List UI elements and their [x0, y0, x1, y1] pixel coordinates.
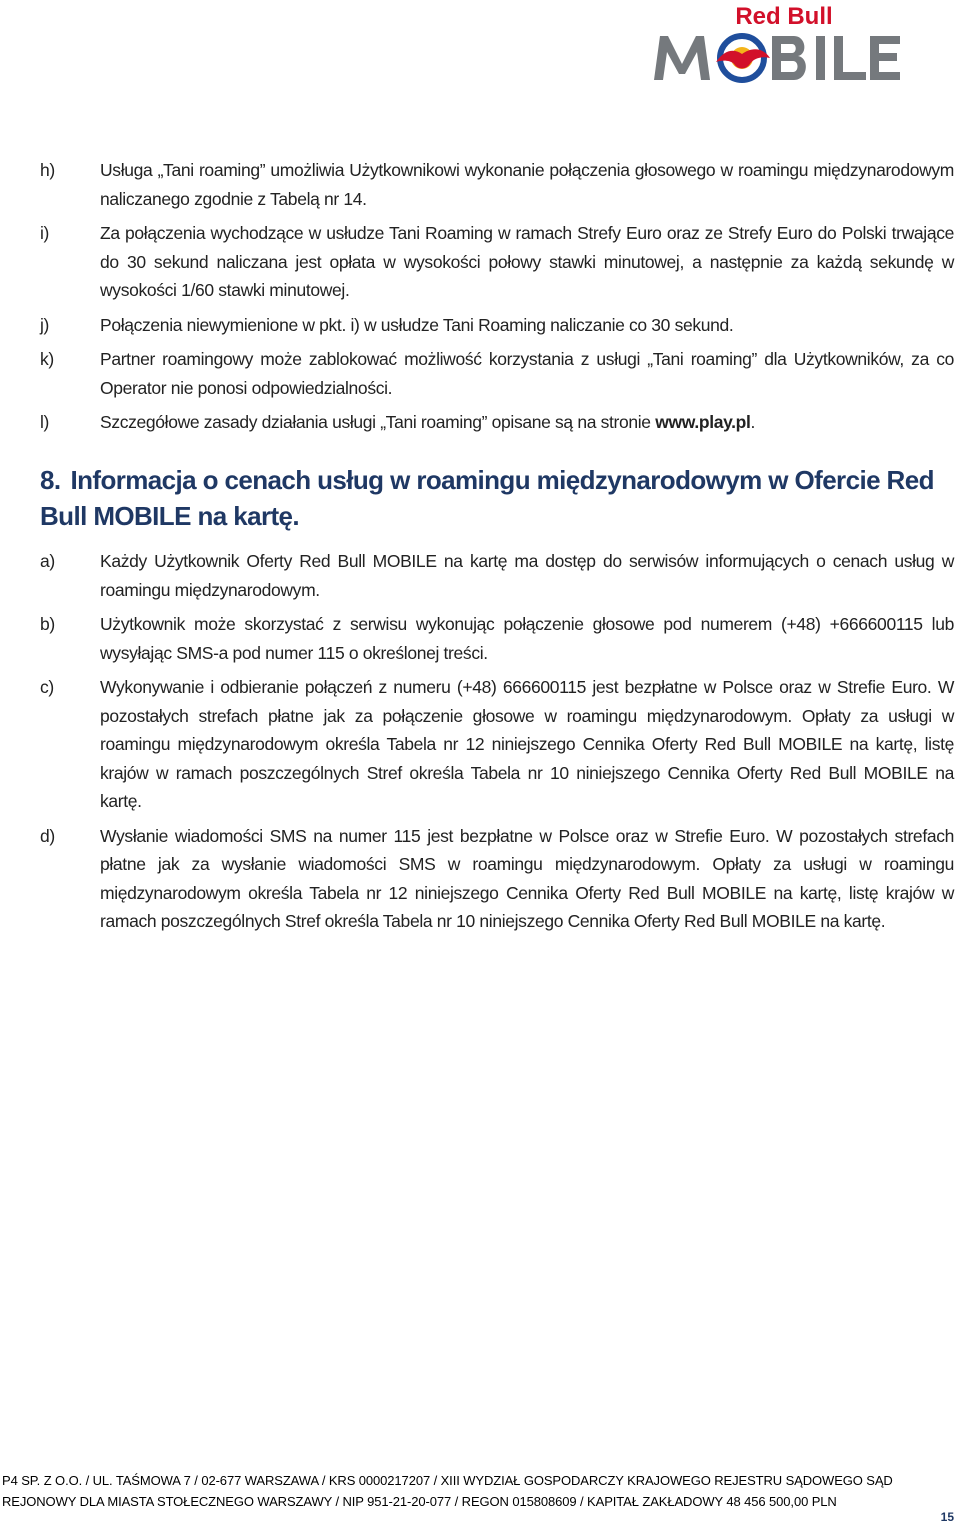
section-number: 8. — [40, 465, 61, 495]
list-item-label: a) — [40, 551, 55, 571]
footer-line-1: P4 SP. Z O.O. / UL. TAŚMOWA 7 / 02-677 WARSZAWA / KRS 0000217207 / XIII WYDZIAŁ GOSPODARCZY KRAJOWEGO REJESTRU SĄDOWEGO SĄD — [2, 1473, 893, 1488]
list-item — [40, 673, 954, 816]
logo-letter-b — [772, 36, 806, 80]
red-bull-mobile-logo — [654, 2, 902, 86]
price-info-list — [40, 547, 954, 942]
footer-line-2: REJONOWY DLA MIASTA STOŁECZNEGO WARSZAWY / NIP 951-21-20-077 / REGON 015808609 / KAPITAŁ ZAKŁADOWY 48 456 500,00 PLN — [2, 1494, 837, 1509]
list-item-label: b) — [40, 614, 55, 634]
list-item-label: l) — [40, 412, 50, 432]
list-item-label: i) — [40, 223, 50, 243]
logo-letter-e — [870, 36, 900, 80]
roaming-terms-list — [40, 156, 954, 443]
play-website-link[interactable]: www.play.pl — [655, 412, 751, 432]
list-item-text: Wykonywanie i odbieranie połączeń z numeru (+48) 666600115 jest bezpłatne w Polsce oraz w Strefie Euro. W pozostałych strefach płatne jak za połączenie głosowe w roamingu międzynarodowym. Opłaty za usługi w roamingu międzynarodowym określa Tabela nr 12 niniejszego Cennika Oferty Red Bull MOBILE na kartę, listę krajów w ramach poszczególnych Stref określa Tabela nr 10 niniejszego Cennika Oferty Red Bull MOBILE na kartę. — [100, 677, 954, 811]
list-item-label: j) — [40, 314, 50, 335]
list-item-text: Partner roamingowy może zablokować możliwość korzystania z usługi „Tani roaming” dla Użytkowników, za co Operator nie ponosi odpowiedzialności. — [100, 349, 954, 398]
company-footer — [2, 1470, 958, 1512]
logo-letter-i — [816, 36, 825, 80]
section-title: Informacja o cenach usług w roamingu międzynarodowym w Ofercie Red Bull MOBILE na kartę. — [40, 465, 934, 531]
list-item — [40, 547, 954, 604]
list-item-text-after: . — [750, 412, 756, 432]
page-number: 15 — [940, 1510, 954, 1524]
list-item-text: Połączenia niewymienione w pkt. i) w usłudze Tani Roaming naliczanie co 30 sekund. — [100, 314, 734, 335]
list-item-label: c) — [40, 677, 54, 697]
list-item — [40, 219, 954, 305]
list-item — [40, 822, 954, 936]
list-item-text: Za połączenia wychodzące w usłudze Tani Roaming w ramach Strefy Euro oraz ze Strefy Euro do Polski trwające do 30 sekund naliczana jest opłata w wysokości połowy stawki minutowej, a następnie za każdą sekundę w wysokości 1/60 stawki minutowej. — [100, 223, 954, 300]
logo-letter-m — [654, 36, 710, 80]
list-item — [40, 345, 954, 402]
list-item-text: Użytkownik może skorzystać z serwisu wykonując połączenie głosowe pod numerem (+48) +666600115 lub wysyłając SMS-a pod numer 115 o określonej treści. — [100, 614, 954, 663]
section-heading — [40, 462, 954, 534]
list-item-label: h) — [40, 160, 55, 180]
list-item-text: Każdy Użytkownik Oferty Red Bull MOBILE na kartę ma dostęp do serwisów informujących o cenach usług w roamingu międzynarodowym. — [100, 551, 954, 600]
list-item-text: Wysłanie wiadomości SMS na numer 115 jest bezpłatne w Polsce oraz w Strefie Euro. W pozostałych strefach płatne jak za wysłanie wiadomości SMS w roamingu międzynarodowym. Opłaty za usługi w roamingu międzynarodowym określa Tabela nr 12 niniejszego Cennika Oferty Red Bull MOBILE na kartę, listę krajów w ramach poszczególnych Stref określa Tabela nr 10 niniejszego Cennika Oferty Red Bull MOBILE na kartę. — [100, 825, 954, 931]
list-item-label: d) — [40, 825, 55, 846]
list-item — [40, 311, 954, 340]
logo-emblem — [716, 36, 770, 80]
list-item-label: k) — [40, 349, 54, 369]
list-item — [40, 610, 954, 667]
list-item — [40, 408, 954, 437]
list-item-text — [100, 408, 954, 437]
list-item — [40, 156, 954, 213]
logo-brand-text: Red Bull — [735, 3, 833, 30]
logo-letter-l — [834, 36, 866, 80]
list-item-text-before: Szczegółowe zasady działania usługi „Tani roaming” opisane są na stronie — [100, 412, 651, 432]
logo-graphic — [654, 2, 902, 86]
list-item-text: Usługa „Tani roaming” umożliwia Użytkownikowi wykonanie połączenia głosowego w roamingu międzynarodowym naliczanego zgodnie z Tabelą nr 14. — [100, 160, 954, 209]
